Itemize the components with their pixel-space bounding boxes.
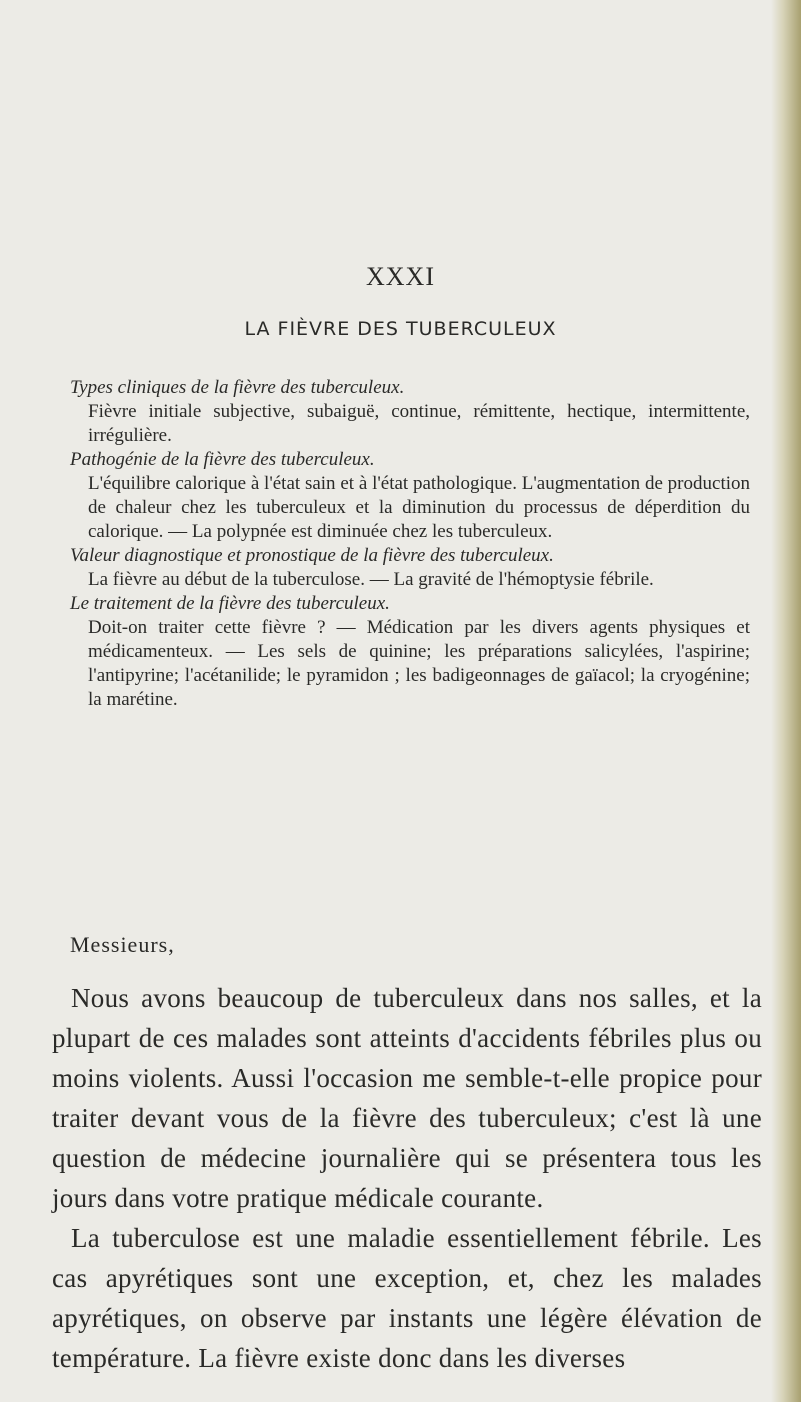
main-text [52,978,762,1378]
chapter-title: LA FIÈVRE DES TUBERCULEUX [244,318,557,340]
summary-body: Fièvre initiale subjective, subaiguë, continue, rémittente, hectique, intermittente, irrégulière. [88,401,750,446]
summary-body: L'équilibre calorique à l'état sain et à l'état pathologique. L'augmentation de production de chaleur chez les tuberculeux et la diminution du processus de déperdition du calorique. — La polypnée est diminuée chez les tuberculeux. [88,473,750,542]
page-edge-shadow [771,0,801,1402]
summary-body: La fièvre au début de la tuberculose. — La gravité de l'hémoptysie fébrile. [88,569,654,590]
chapter-summary [70,376,750,712]
summary-body: Doit-on traiter cette fièvre ? — Médication par les divers agents physiques et médicamenteux. — Les sels de quinine; les préparations salicylées, l'aspirine; l'antipyrine; l'acétanilide; le pyramidon ; les badigeonnages de gaïacol; la cryogénine; la marétine. [88,617,750,710]
summary-heading: Pathogénie de la fièvre des tuberculeux. [70,449,375,470]
chapter-number: XXXI [366,262,435,291]
paragraph: La tuberculose est une maladie essentiellement fébrile. Les cas apyrétiques sont une exception, et, chez les malades apyrétiques, on observe par instants une légère élévation de température. La fièvre existe donc dans les diverses [52,1223,762,1373]
paragraph: Nous avons beaucoup de tuberculeux dans nos salles, et la plupart de ces malades sont atteints d'accidents fébriles plus ou moins violents. Aussi l'occasion me semble-t-elle propice pour traiter devant vous de la fièvre des tuberculeux; c'est là une question de médecine journalière qui se présentera tous les jours dans votre pratique médicale courante. [52,983,762,1213]
summary-heading: Types cliniques de la fièvre des tuberculeux. [70,377,405,398]
summary-heading: Valeur diagnostique et pronostique de la fièvre des tuberculeux. [70,545,554,566]
summary-heading: Le traitement de la fièvre des tuberculeux. [70,593,390,614]
salutation: Messieurs, [70,932,175,957]
